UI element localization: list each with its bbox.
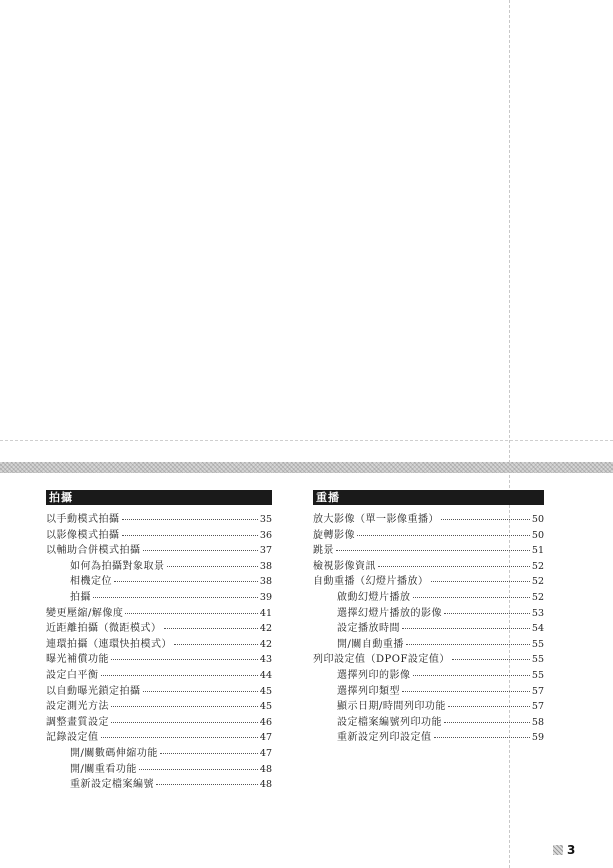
toc-entry-title: 選擇列印的影像 bbox=[337, 669, 411, 681]
toc-entry[interactable] bbox=[46, 699, 272, 715]
toc-leader-dots bbox=[122, 535, 258, 536]
toc-entry-title: 以影像模式拍攝 bbox=[46, 529, 120, 541]
toc-entry[interactable] bbox=[313, 606, 544, 622]
toc-entry-page: 55 bbox=[531, 638, 544, 650]
toc-leader-dots bbox=[444, 613, 530, 614]
toc-leader-dots bbox=[111, 659, 258, 660]
toc-entry-title: 放大影像（單一影像重播） bbox=[313, 514, 439, 525]
toc-entry-page: 50 bbox=[531, 529, 544, 541]
toc-leader-dots bbox=[143, 550, 258, 551]
toc-entry-title: 自動重播（幻燈片播放） bbox=[313, 576, 429, 588]
toc-section-playback bbox=[313, 490, 544, 746]
toc-entry-title: 設定檔案編號列印功能 bbox=[337, 716, 442, 728]
toc-leader-dots bbox=[160, 753, 258, 754]
toc-entry-page: 45 bbox=[259, 685, 272, 697]
toc-entry-title: 選擇列印類型 bbox=[337, 685, 400, 697]
toc-entry[interactable] bbox=[313, 512, 544, 528]
toc-leader-dots bbox=[431, 581, 530, 582]
toc-entry-page: 51 bbox=[531, 545, 544, 557]
toc-entry-page: 39 bbox=[259, 591, 272, 603]
toc-entry-page: 55 bbox=[531, 654, 544, 666]
toc-leader-dots bbox=[167, 566, 258, 567]
toc-entry-title: 曝光補償功能 bbox=[46, 654, 109, 666]
toc-entry-page: 59 bbox=[531, 732, 544, 744]
toc-entry-page: 44 bbox=[259, 669, 272, 681]
toc-leader-dots bbox=[336, 550, 530, 551]
toc-entry-title: 近距離拍攝（微距模式） bbox=[46, 623, 162, 635]
toc-entry[interactable] bbox=[46, 559, 272, 575]
toc-entry[interactable] bbox=[313, 652, 544, 668]
toc-entry-page: 35 bbox=[259, 514, 272, 525]
toc-entry[interactable] bbox=[46, 715, 272, 731]
toc-entry[interactable] bbox=[46, 621, 272, 637]
toc-entry[interactable] bbox=[313, 715, 544, 731]
fold-guide-horizontal bbox=[0, 440, 613, 441]
toc-entry[interactable] bbox=[313, 559, 544, 575]
toc-entry[interactable] bbox=[46, 684, 272, 700]
toc-entry[interactable] bbox=[46, 606, 272, 622]
toc-leader-dots bbox=[402, 628, 530, 629]
toc-leader-dots bbox=[174, 644, 258, 645]
page-marker-icon bbox=[553, 845, 563, 855]
toc-leader-dots bbox=[101, 675, 258, 676]
toc-leader-dots bbox=[156, 784, 258, 785]
toc-entry[interactable] bbox=[46, 512, 272, 528]
toc-entry-page: 52 bbox=[531, 591, 544, 603]
toc-entry-page: 42 bbox=[259, 638, 272, 650]
toc-entry[interactable] bbox=[313, 637, 544, 653]
toc-entry-title: 顯示日期/時間列印功能 bbox=[337, 701, 446, 713]
toc-entry-page: 52 bbox=[531, 576, 544, 588]
toc-leader-dots bbox=[164, 628, 258, 629]
toc-entry[interactable] bbox=[313, 621, 544, 637]
toc-entry[interactable] bbox=[313, 684, 544, 700]
toc-entry[interactable] bbox=[313, 730, 544, 746]
toc-entry[interactable] bbox=[313, 574, 544, 590]
toc-entry[interactable] bbox=[46, 543, 272, 559]
toc-leader-dots bbox=[402, 691, 530, 692]
toc-leader-dots bbox=[441, 519, 530, 520]
toc-leader-dots bbox=[111, 722, 258, 723]
toc-entry-page: 57 bbox=[531, 685, 544, 697]
toc-list-shooting bbox=[46, 512, 272, 793]
toc-entry-title: 開/關自動重播 bbox=[337, 638, 404, 650]
toc-leader-dots bbox=[143, 691, 258, 692]
section-header-playback: 重播 bbox=[313, 490, 544, 505]
toc-entry-title: 變更壓縮/解像度 bbox=[46, 607, 124, 619]
toc-entry-title: 旋轉影像 bbox=[313, 529, 355, 541]
toc-entry-title: 重新設定列印設定值 bbox=[337, 732, 432, 744]
toc-leader-dots bbox=[93, 597, 258, 598]
toc-section-shooting bbox=[46, 490, 272, 793]
toc-entry-page: 53 bbox=[531, 607, 544, 619]
toc-leader-dots bbox=[101, 737, 258, 738]
toc-entry-page: 45 bbox=[259, 701, 272, 713]
toc-entry-page: 37 bbox=[259, 545, 272, 557]
toc-entry-page: 38 bbox=[259, 576, 272, 588]
toc-entry-page: 50 bbox=[531, 514, 544, 525]
toc-leader-dots bbox=[406, 644, 530, 645]
page-number-label: 3 bbox=[567, 843, 576, 857]
toc-entry-page: 48 bbox=[259, 779, 272, 791]
toc-entry-page: 42 bbox=[259, 623, 272, 635]
toc-leader-dots bbox=[413, 675, 530, 676]
toc-leader-dots bbox=[448, 706, 530, 707]
toc-leader-dots bbox=[111, 706, 258, 707]
toc-entry-title: 拍攝 bbox=[70, 591, 91, 603]
toc-entry[interactable] bbox=[46, 746, 272, 762]
toc-entry[interactable] bbox=[46, 668, 272, 684]
toc-entry-title: 設定測光方法 bbox=[46, 701, 109, 713]
toc-entry-page: 43 bbox=[259, 654, 272, 666]
toc-entry[interactable] bbox=[313, 543, 544, 559]
toc-entry-page: 41 bbox=[259, 607, 272, 619]
toc-entry-title: 以手動模式拍攝 bbox=[46, 514, 120, 525]
toc-entry-page: 46 bbox=[259, 716, 272, 728]
toc-entry-title: 連環拍攝（連環快拍模式） bbox=[46, 638, 172, 650]
toc-entry-page: 47 bbox=[259, 732, 272, 744]
toc-entry-title: 以自動曝光鎖定拍攝 bbox=[46, 685, 141, 697]
toc-leader-dots bbox=[413, 597, 530, 598]
toc-entry[interactable] bbox=[46, 652, 272, 668]
toc-entry-page: 55 bbox=[531, 669, 544, 681]
toc-entry-page: 58 bbox=[531, 716, 544, 728]
toc-entry-title: 設定播放時間 bbox=[337, 623, 400, 635]
toc-entry-title: 開/關重看功能 bbox=[70, 763, 137, 775]
toc-entry-page: 54 bbox=[531, 623, 544, 635]
section-header-shooting: 拍攝 bbox=[46, 490, 272, 505]
toc-entry[interactable] bbox=[313, 590, 544, 606]
toc-entry-title: 重新設定檔案編號 bbox=[70, 779, 154, 791]
toc-entry-title: 選擇幻燈片播放的影像 bbox=[337, 607, 442, 619]
toc-entry-title: 相機定位 bbox=[70, 576, 112, 588]
toc-leader-dots bbox=[452, 659, 530, 660]
toc-entry[interactable] bbox=[46, 590, 272, 606]
toc-entry-page: 38 bbox=[259, 560, 272, 572]
toc-leader-dots bbox=[125, 613, 258, 614]
toc-entry[interactable] bbox=[46, 730, 272, 746]
toc-entry[interactable] bbox=[313, 699, 544, 715]
toc-entry-title: 跳景 bbox=[313, 545, 334, 557]
toc-leader-dots bbox=[444, 722, 530, 723]
toc-entry-title: 如何為拍攝對象取景 bbox=[70, 560, 165, 572]
toc-leader-dots bbox=[114, 581, 258, 582]
toc-leader-dots bbox=[378, 566, 530, 567]
page-number bbox=[553, 843, 575, 857]
toc-entry-title: 以輔助合併模式拍攝 bbox=[46, 545, 141, 557]
toc-entry-page: 48 bbox=[259, 763, 272, 775]
decorative-band bbox=[0, 462, 613, 473]
toc-entry-title: 設定白平衡 bbox=[46, 669, 99, 681]
toc-entry[interactable] bbox=[313, 668, 544, 684]
toc-leader-dots bbox=[357, 535, 530, 536]
toc-list-playback bbox=[313, 512, 544, 746]
toc-leader-dots bbox=[122, 519, 258, 520]
toc-entry[interactable] bbox=[313, 528, 544, 544]
toc-entry[interactable] bbox=[46, 777, 272, 793]
toc-entry-title: 啟動幻燈片播放 bbox=[337, 591, 411, 603]
toc-entry-title: 檢視影像資訊 bbox=[313, 560, 376, 572]
toc-entry[interactable] bbox=[46, 574, 272, 590]
toc-entry-title: 列印設定值（DPOF設定值） bbox=[313, 654, 450, 666]
toc-entry-page: 52 bbox=[531, 560, 544, 572]
toc-entry-page: 36 bbox=[259, 529, 272, 541]
toc-leader-dots bbox=[139, 769, 258, 770]
toc-entry[interactable] bbox=[46, 762, 272, 778]
toc-leader-dots bbox=[434, 737, 530, 738]
toc-entry-page: 57 bbox=[531, 701, 544, 713]
toc-entry-title: 記錄設定值 bbox=[46, 732, 99, 744]
toc-entry-title: 開/關數碼伸縮功能 bbox=[70, 747, 158, 759]
toc-entry[interactable] bbox=[46, 528, 272, 544]
toc-entry-page: 47 bbox=[259, 747, 272, 759]
toc-entry-title: 調整畫質設定 bbox=[46, 716, 109, 728]
toc-entry[interactable] bbox=[46, 637, 272, 653]
